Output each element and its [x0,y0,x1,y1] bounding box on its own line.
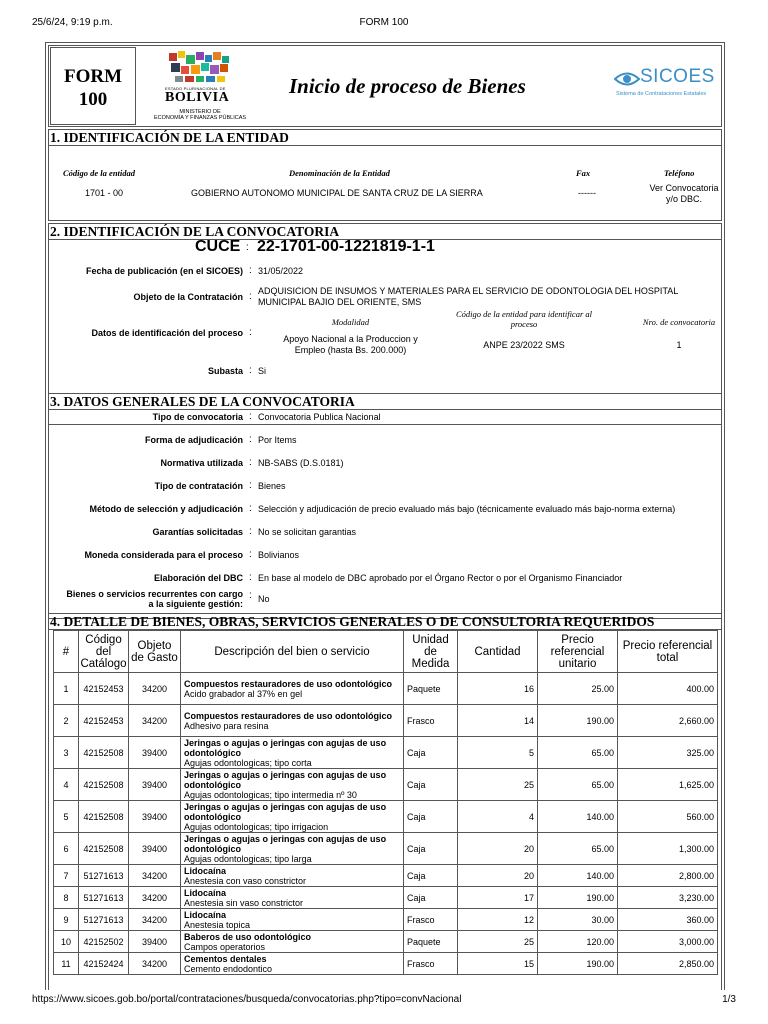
item-cantidad: 20 [458,865,538,887]
item-descripcion-detail: Anestesia sin vaso constrictor [184,897,304,908]
item-objeto: 34200 [129,865,181,887]
datos-generales-colon: : [249,434,252,445]
item-descripcion-bold: Baberos de uso odontológico [184,931,312,942]
item-codigo: 42152424 [79,953,129,975]
item-codigo: 51271613 [79,909,129,931]
objeto-colon: : [249,291,252,302]
item-descripcion-bold: Jeringas o agujas o jeringas con agujas de uso odontológico [184,769,387,790]
item-descripcion-bold: Lidocaína [184,887,227,898]
item-objeto: 34200 [129,887,181,909]
telefono-line2: y/o DBC. [665,194,702,204]
bolivia-logo-name: BOLIVIA [165,90,230,105]
item-number: 8 [54,887,79,909]
table-header-row [54,631,718,673]
item-descripcion-bold: Jeringas o agujas o jeringas con agujas de uso odontológico [184,833,387,854]
sicoes-eye-icon [614,68,640,90]
item-descripcion [181,801,404,833]
print-footer [32,994,736,1008]
datos-generales-label: Elaboración del DBC [153,573,243,583]
item-objeto: 34200 [129,953,181,975]
subasta-colon: : [249,365,252,376]
datos-generales-value: En base al modelo de DBC aprobado por el Órgano Rector o por el Organismo Financiador [258,573,623,583]
item-unidad: Caja [404,833,458,865]
item-total: 1,625.00 [618,769,718,801]
item-descripcion [181,953,404,975]
col-codigo-catalogo: Código del Catálogo [79,631,129,673]
item-unitario: 190.00 [538,887,618,909]
item-unidad: Caja [404,865,458,887]
print-url: https://www.sicoes.gob.bo/portal/contrataciones/busqueda/convocatorias.php?tipo=convNacional [32,994,462,1005]
print-datetime: 25/6/24, 9:19 p.m. [32,17,113,28]
recurrentes-line1: Bienes o servicios recurrentes con cargo [66,589,243,599]
sicoes-name: SICOES [640,66,715,87]
section1-title: 1. IDENTIFICACIÓN DE LA ENTIDAD [49,130,721,146]
form-header [48,45,722,127]
item-cantidad: 25 [458,931,538,953]
item-total: 2,800.00 [618,865,718,887]
form-label: FORM [63,66,123,87]
col-cantidad: Cantidad [458,631,538,673]
item-number: 5 [54,801,79,833]
item-unidad: Caja [404,737,458,769]
print-page: 1/3 [722,994,736,1005]
datos-generales-label: Tipo de convocatoria [152,412,243,422]
item-objeto: 39400 [129,769,181,801]
cuce-value: 22-1701-00-1221819-1-1 [257,238,435,255]
datos-label: Datos de identificación del proceso [91,328,243,338]
item-descripcion [181,931,404,953]
item-descripcion [181,887,404,909]
table-row [54,737,718,769]
item-descripcion-detail: Acido grabador al 37% en gel [184,688,303,699]
col-denominacion: Denominación de la Entidad [289,168,390,178]
cuce-colon: : [246,242,249,253]
modalidad-value [258,334,443,356]
item-descripcion-detail: Agujas odontologicas; tipo larga [184,853,312,864]
item-objeto: 34200 [129,705,181,737]
item-unitario: 65.00 [538,833,618,865]
item-total: 3,230.00 [618,887,718,909]
item-objeto: 34200 [129,673,181,705]
ministry-line1: MINISTERIO DE [179,109,221,115]
item-codigo: 42152508 [79,769,129,801]
objeto-line1: ADQUISICION DE INSUMOS Y MATERIALES PARA EL SERVICIO DE ODONTOLOGIA DEL HOSPITAL [258,286,679,296]
datos-generales-colon: : [249,411,252,422]
col-objeto-gasto: Objeto de Gasto [129,631,181,673]
item-number: 3 [54,737,79,769]
form-frame [45,42,725,990]
item-descripcion-bold: Jeringas o agujas o jeringas con agujas de uso odontológico [184,801,387,822]
item-unidad: Frasco [404,953,458,975]
form-number: 100 [78,89,108,110]
recurrentes-line2: a la siguiente gestión: [148,599,243,609]
item-descripcion [181,769,404,801]
datos-generales-label: Moneda considerada para el proceso [84,550,243,560]
section-detalle [48,613,722,990]
item-total: 2,660.00 [618,705,718,737]
item-descripcion [181,865,404,887]
item-unitario: 120.00 [538,931,618,953]
item-descripcion-detail: Agujas odontologicas; tipo intermedia nº 30 [184,789,357,800]
item-unitario: 30.00 [538,909,618,931]
table-row [54,909,718,931]
item-descripcion-detail: Agujas odontologicas; tipo corta [184,757,312,768]
item-codigo: 42152453 [79,705,129,737]
item-descripcion-detail: Agujas odontologicas; tipo irrigacion [184,821,329,832]
item-cantidad: 16 [458,673,538,705]
section4-title: 4. DETALLE DE BIENES, OBRAS, SERVICIOS GENERALES O DE CONSULTORIA REQUERIDOS [49,614,721,630]
item-unitario: 65.00 [538,737,618,769]
col-precio-unitario: Precio referencial unitario [538,631,618,673]
item-descripcion-bold: Compuestos restauradores de uso odontológico [184,678,393,689]
item-descripcion-bold: Lidocaína [184,865,227,876]
modalidad-line2: Empleo (hasta Bs. 200.000) [294,345,407,355]
item-unidad: Frasco [404,909,458,931]
item-unitario: 140.00 [538,801,618,833]
item-descripcion-detail: Anestesia topica [184,919,251,930]
table-row [54,673,718,705]
item-cantidad: 25 [458,769,538,801]
item-cantidad: 15 [458,953,538,975]
datos-generales-label: Forma de adjudicación [144,435,243,445]
item-unidad: Caja [404,769,458,801]
datos-generales-colon: : [249,503,252,514]
datos-generales-label: Método de selección y adjudicación [89,504,243,514]
datos-generales-value: Selección y adjudicación de precio evaluado más bajo (técnicamente evaluado más bajo-norma externa) [258,504,676,514]
telefono-value [629,183,725,205]
item-unitario: 140.00 [538,865,618,887]
codigo-proceso-header-line2: proceso [510,319,538,329]
item-codigo: 51271613 [79,865,129,887]
item-codigo: 42152508 [79,737,129,769]
telefono-line1: Ver Convocatoria [649,183,719,193]
nro-convocatoria-value: 1 [676,340,682,350]
item-cantidad: 12 [458,909,538,931]
table-row [54,865,718,887]
datos-generales-colon: : [249,526,252,537]
item-descripcion [181,737,404,769]
col-number: # [54,631,79,673]
item-unidad: Caja [404,801,458,833]
item-total: 2,850.00 [618,953,718,975]
col-descripcion: Descripción del bien o servicio [181,631,404,673]
datos-colon: : [249,327,252,338]
fecha-colon: : [249,265,252,276]
item-unidad: Frasco [404,705,458,737]
item-descripcion-bold: Jeringas o agujas o jeringas con agujas de uso odontológico [184,737,387,758]
item-cantidad: 17 [458,887,538,909]
item-unitario: 190.00 [538,953,618,975]
table-row [54,769,718,801]
datos-generales-value: Convocatoria Publica Nacional [258,412,381,422]
objeto-line2: MUNICIPAL BAJIO DEL ORIENTE, SMS [258,297,422,307]
print-header [32,17,736,31]
item-total: 560.00 [618,801,718,833]
col-unidad: Unidad de Medida [404,631,458,673]
fecha-label: Fecha de publicación (en el SICOES) [85,266,243,276]
item-descripcion [181,673,404,705]
modalidad-line1: Apoyo Nacional a la Produccion y [283,334,418,344]
section-entidad [48,129,722,221]
item-number: 11 [54,953,79,975]
item-number: 1 [54,673,79,705]
codigo-proceso-value: ANPE 23/2022 SMS [483,340,565,350]
item-unidad: Caja [404,887,458,909]
item-number: 4 [54,769,79,801]
form-number-box [50,47,136,125]
detail-table [53,630,718,975]
item-total: 325.00 [618,737,718,769]
fax-value: ------ [578,188,596,198]
denominacion-value: GOBIERNO AUTONOMO MUNICIPAL DE SANTA CRUZ DE LA SIERRA [191,188,483,198]
col-fax: Fax [576,168,591,178]
subasta-label: Subasta [207,366,243,376]
item-unitario: 25.00 [538,673,618,705]
table-body [54,673,718,975]
table-row [54,801,718,833]
ministry-label [141,109,259,121]
item-cantidad: 14 [458,705,538,737]
item-number: 2 [54,705,79,737]
form-title: Inicio de proceso de Bienes [289,74,526,98]
datos-generales-value: Bolivianos [258,550,300,560]
datos-generales-colon: : [249,457,252,468]
codigo-entidad-value: 1701 - 00 [85,188,124,198]
item-codigo: 42152502 [79,931,129,953]
item-total: 3,000.00 [618,931,718,953]
codigo-proceso-header-line1: Código de la entidad para identificar al [456,309,592,319]
table-row [54,931,718,953]
item-objeto: 39400 [129,931,181,953]
item-total: 400.00 [618,673,718,705]
datos-generales-label: Normativa utilizada [160,458,243,468]
item-number: 9 [54,909,79,931]
print-title: FORM 100 [359,17,409,28]
objeto-value [258,286,678,308]
section2-title: 2. IDENTIFICACIÓN DE LA CONVOCATORIA [49,224,721,240]
item-descripcion-detail: Campos operatorios [184,941,266,952]
item-objeto: 39400 [129,737,181,769]
datos-generales-value: Bienes [258,481,286,491]
subasta-value: Si [258,366,267,376]
item-descripcion [181,705,404,737]
item-cantidad: 20 [458,833,538,865]
item-codigo: 42152453 [79,673,129,705]
section-datos-generales [48,393,722,619]
datos-generales-colon: : [249,572,252,583]
item-descripcion-detail: Cemento endodontico [184,963,273,974]
item-cantidad: 4 [458,801,538,833]
item-unidad: Paquete [404,931,458,953]
item-unidad: Paquete [404,673,458,705]
item-total: 360.00 [618,909,718,931]
datos-generales-colon: : [249,549,252,560]
fecha-value: 31/05/2022 [258,266,304,276]
item-descripcion-detail: Anestesia con vaso constrictor [184,875,307,886]
item-cantidad: 5 [458,737,538,769]
objeto-label: Objeto de la Contratación [133,292,243,302]
sicoes-logo [614,66,725,102]
item-unitario: 65.00 [538,769,618,801]
item-descripcion [181,833,404,865]
item-objeto: 34200 [129,909,181,931]
item-descripcion [181,909,404,931]
col-precio-total: Precio referencial total [618,631,718,673]
table-row [54,705,718,737]
sicoes-tagline: Sistema de Contrataciones Estatales [616,91,707,97]
bolivia-logo [141,49,259,125]
item-descripcion-bold: Compuestos restauradores de uso odontológico [184,710,393,721]
item-descripcion-bold: Cementos dentales [184,953,267,964]
recurrentes-value: No [258,594,270,604]
nro-convocatoria-header: Nro. de convocatoria [642,317,716,327]
datos-generales-value: NB-SABS (D.S.0181) [258,458,344,468]
section3-title: 3. DATOS GENERALES DE LA CONVOCATORIA [49,394,721,410]
datos-generales-label: Tipo de contratación [154,481,243,491]
item-number: 6 [54,833,79,865]
item-objeto: 39400 [129,833,181,865]
datos-generales-label: Garantías solicitadas [152,527,243,537]
codigo-proceso-header [449,309,599,329]
ministry-line2: ECONOMÍA Y FINANZAS PÚBLICAS [153,115,247,121]
cuce-label: CUCE [195,238,241,255]
item-objeto: 39400 [129,801,181,833]
datos-generales-value: Por Items [258,435,297,445]
table-row [54,953,718,975]
item-codigo: 51271613 [79,887,129,909]
item-number: 10 [54,931,79,953]
item-unitario: 190.00 [538,705,618,737]
col-telefono: Teléfono [664,168,695,178]
datos-generales-value: No se solicitan garantias [258,527,357,537]
datos-generales-colon: : [249,480,252,491]
col-codigo-entidad: Código de la entidad [63,168,136,178]
item-codigo: 42152508 [79,833,129,865]
item-codigo: 42152508 [79,801,129,833]
table-row [54,833,718,865]
item-descripcion-bold: Lidocaína [184,909,227,920]
recurrentes-label [66,589,243,609]
modalidad-header: Modalidad [331,317,370,327]
bolivia-logo-small: ESTADO PLURINACIONAL DE [165,86,226,91]
item-number: 7 [54,865,79,887]
table-row [54,887,718,909]
item-descripcion-detail: Adhesivo para resina [184,720,269,731]
item-total: 1,300.00 [618,833,718,865]
recurrentes-colon: : [249,590,252,601]
